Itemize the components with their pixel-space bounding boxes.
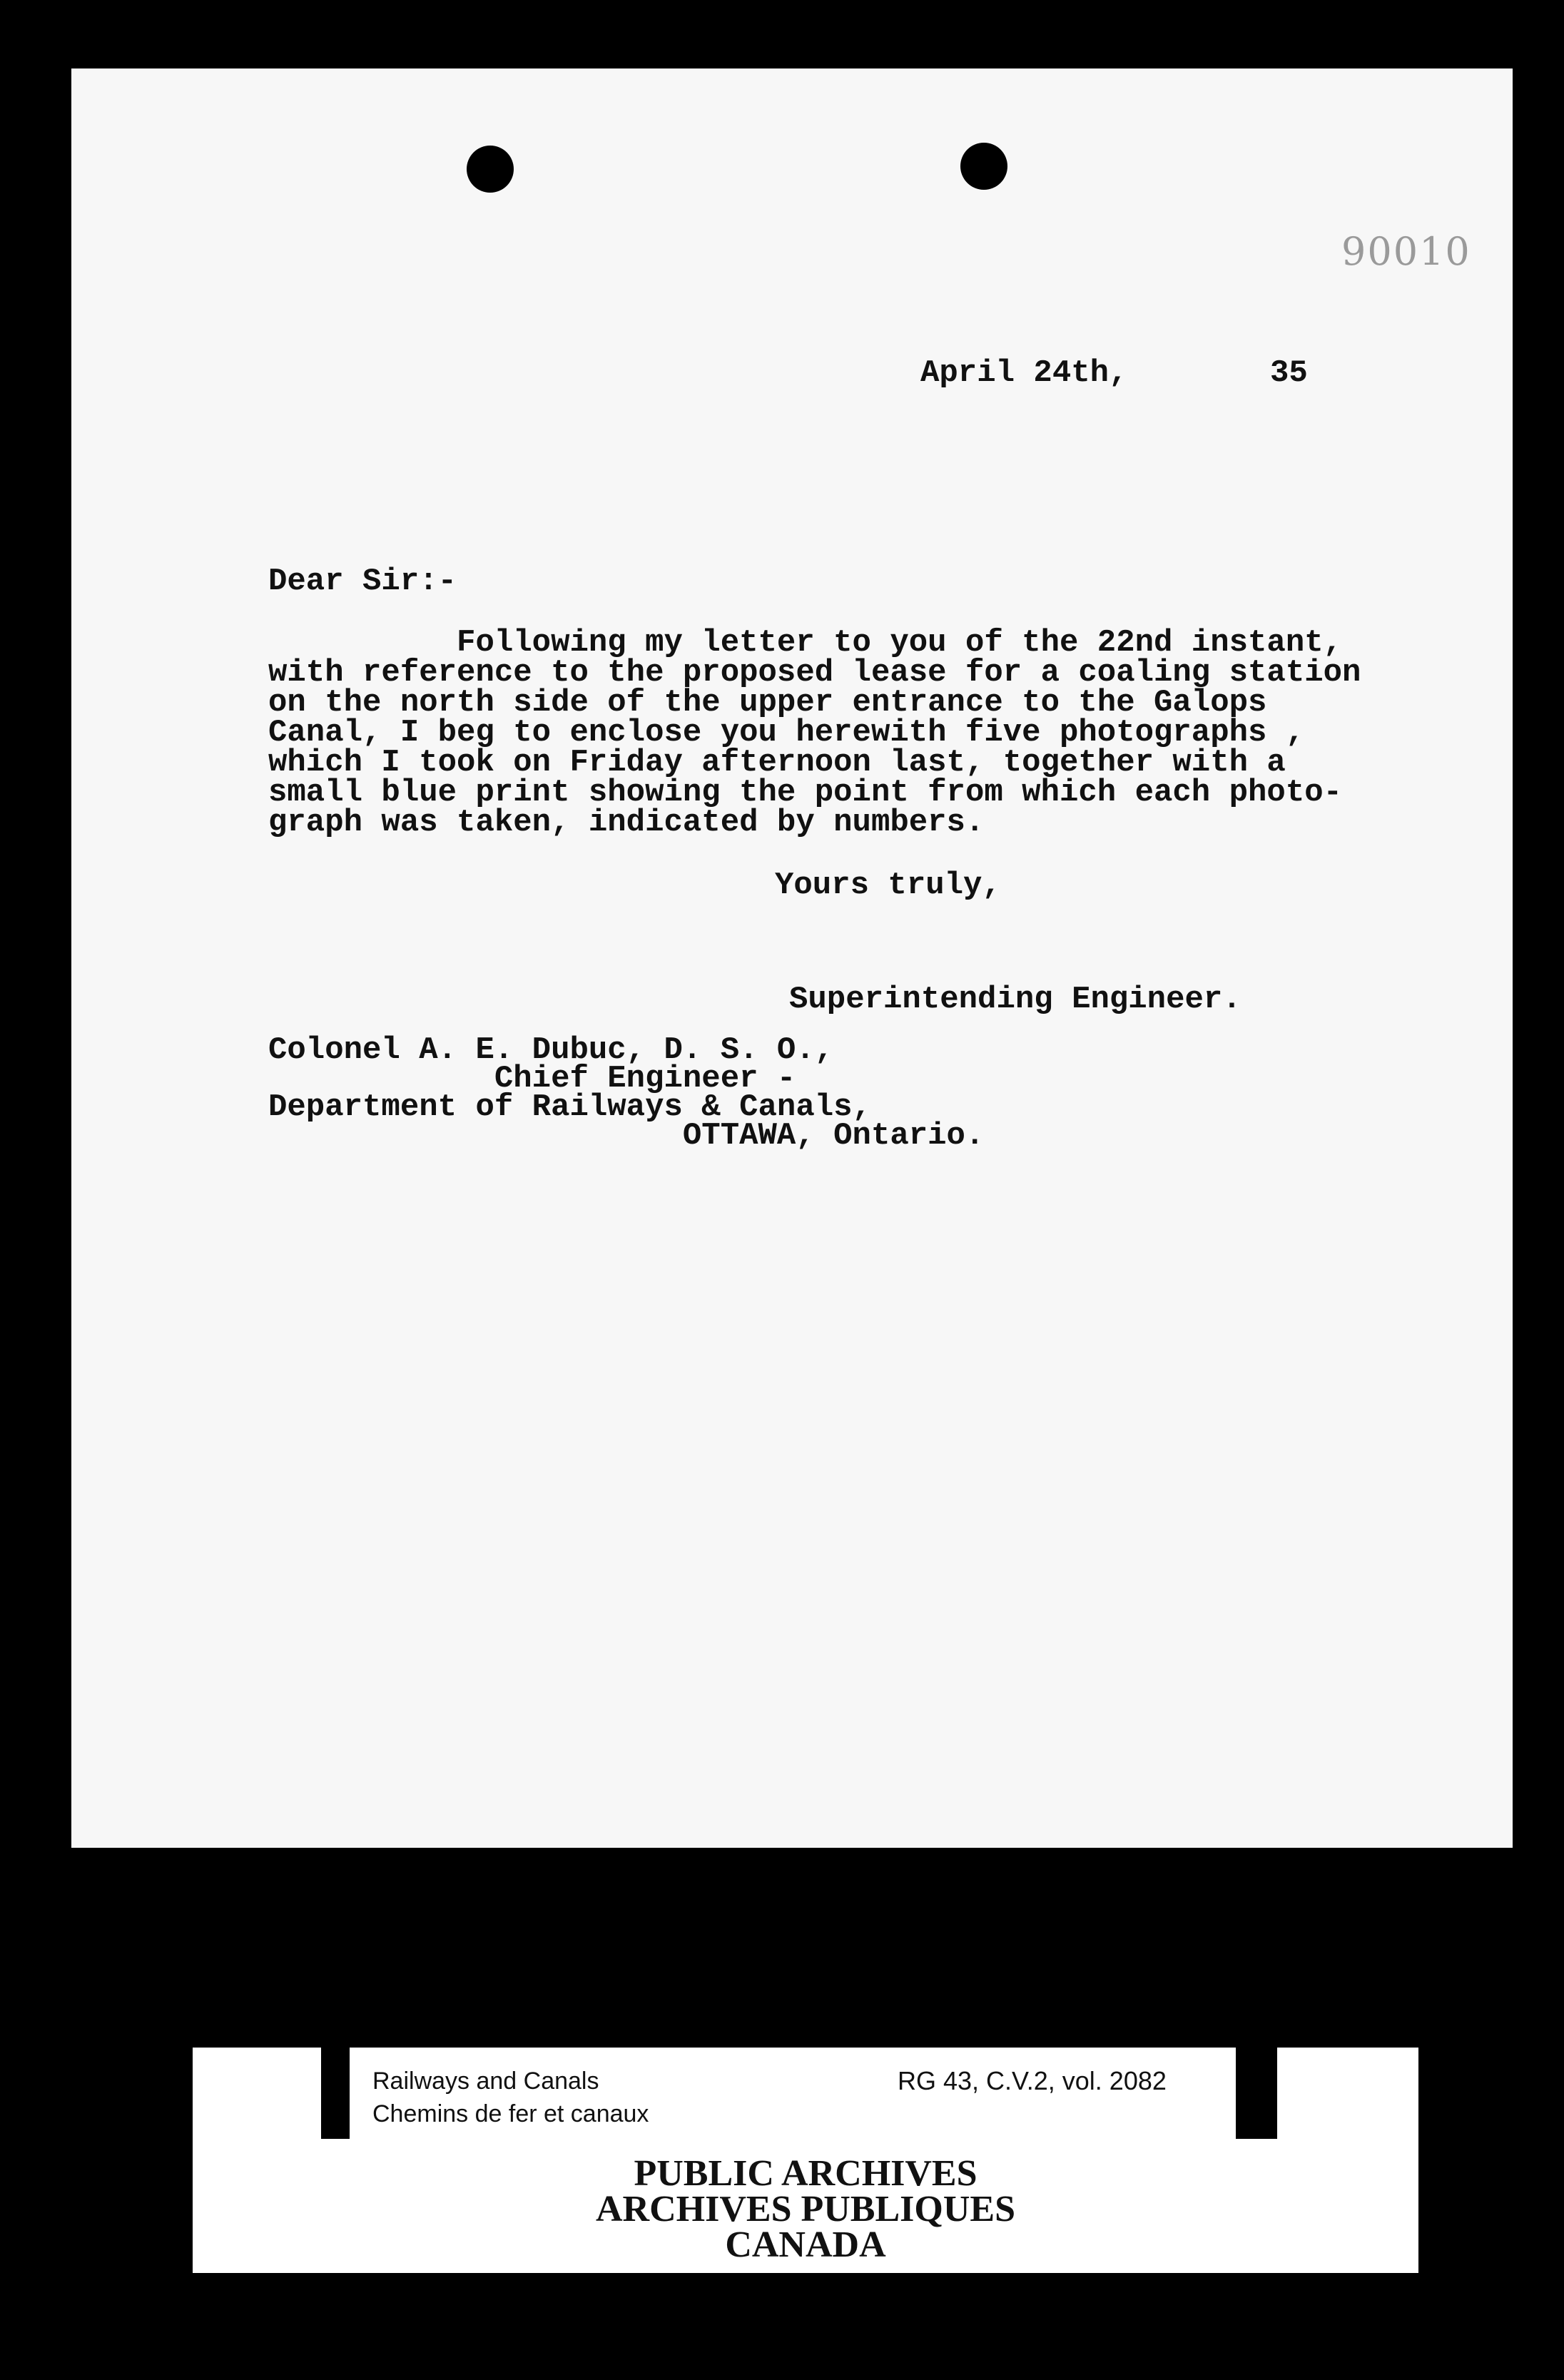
fonds-names [372, 2065, 649, 2130]
recipient-address: Colonel A. E. Dubuc, D. S. O., Chief Engineer - Department of Railways & Canals, OTTAWA, Ontario. [268, 1032, 985, 1154]
fonds-name-french: Chemins de fer et canaux [372, 2100, 649, 2127]
letter-body: Following my letter to you of the 22nd instant, with reference to the proposed lease for a coaling station on the north side of the upper entrance to the Galops Canal, I beg to enclose you herewith five photographs , which I took on Friday afternoon last, together with a small blue print showing the point from which each photo- graph was taken, indicated by numbers. [268, 625, 1361, 840]
label-reference-box [350, 2048, 1236, 2139]
letter-page [71, 68, 1513, 1848]
punch-hole-right [960, 143, 1007, 190]
archives-title [193, 2153, 1418, 2265]
archives-line-french: ARCHIVES PUBLIQUES [595, 2189, 1016, 2229]
salutation: Dear Sir:- [268, 564, 457, 599]
page-number: 35 [1270, 355, 1308, 391]
punch-hole-left [467, 146, 514, 193]
letter-date: April 24th, [920, 355, 1128, 391]
closing: Yours truly, [775, 868, 1001, 903]
archives-line-country: CANADA [725, 2224, 886, 2265]
archive-reference: RG 43, C.V.2, vol. 2082 [898, 2066, 1167, 2095]
archive-label [193, 2048, 1418, 2273]
fonds-name-english: Railways and Canals [372, 2068, 599, 2095]
signature-title: Superintending Engineer. [789, 982, 1241, 1017]
archives-line-english: PUBLIC ARCHIVES [634, 2153, 978, 2194]
stamped-document-number: 90010 [1341, 229, 1471, 274]
